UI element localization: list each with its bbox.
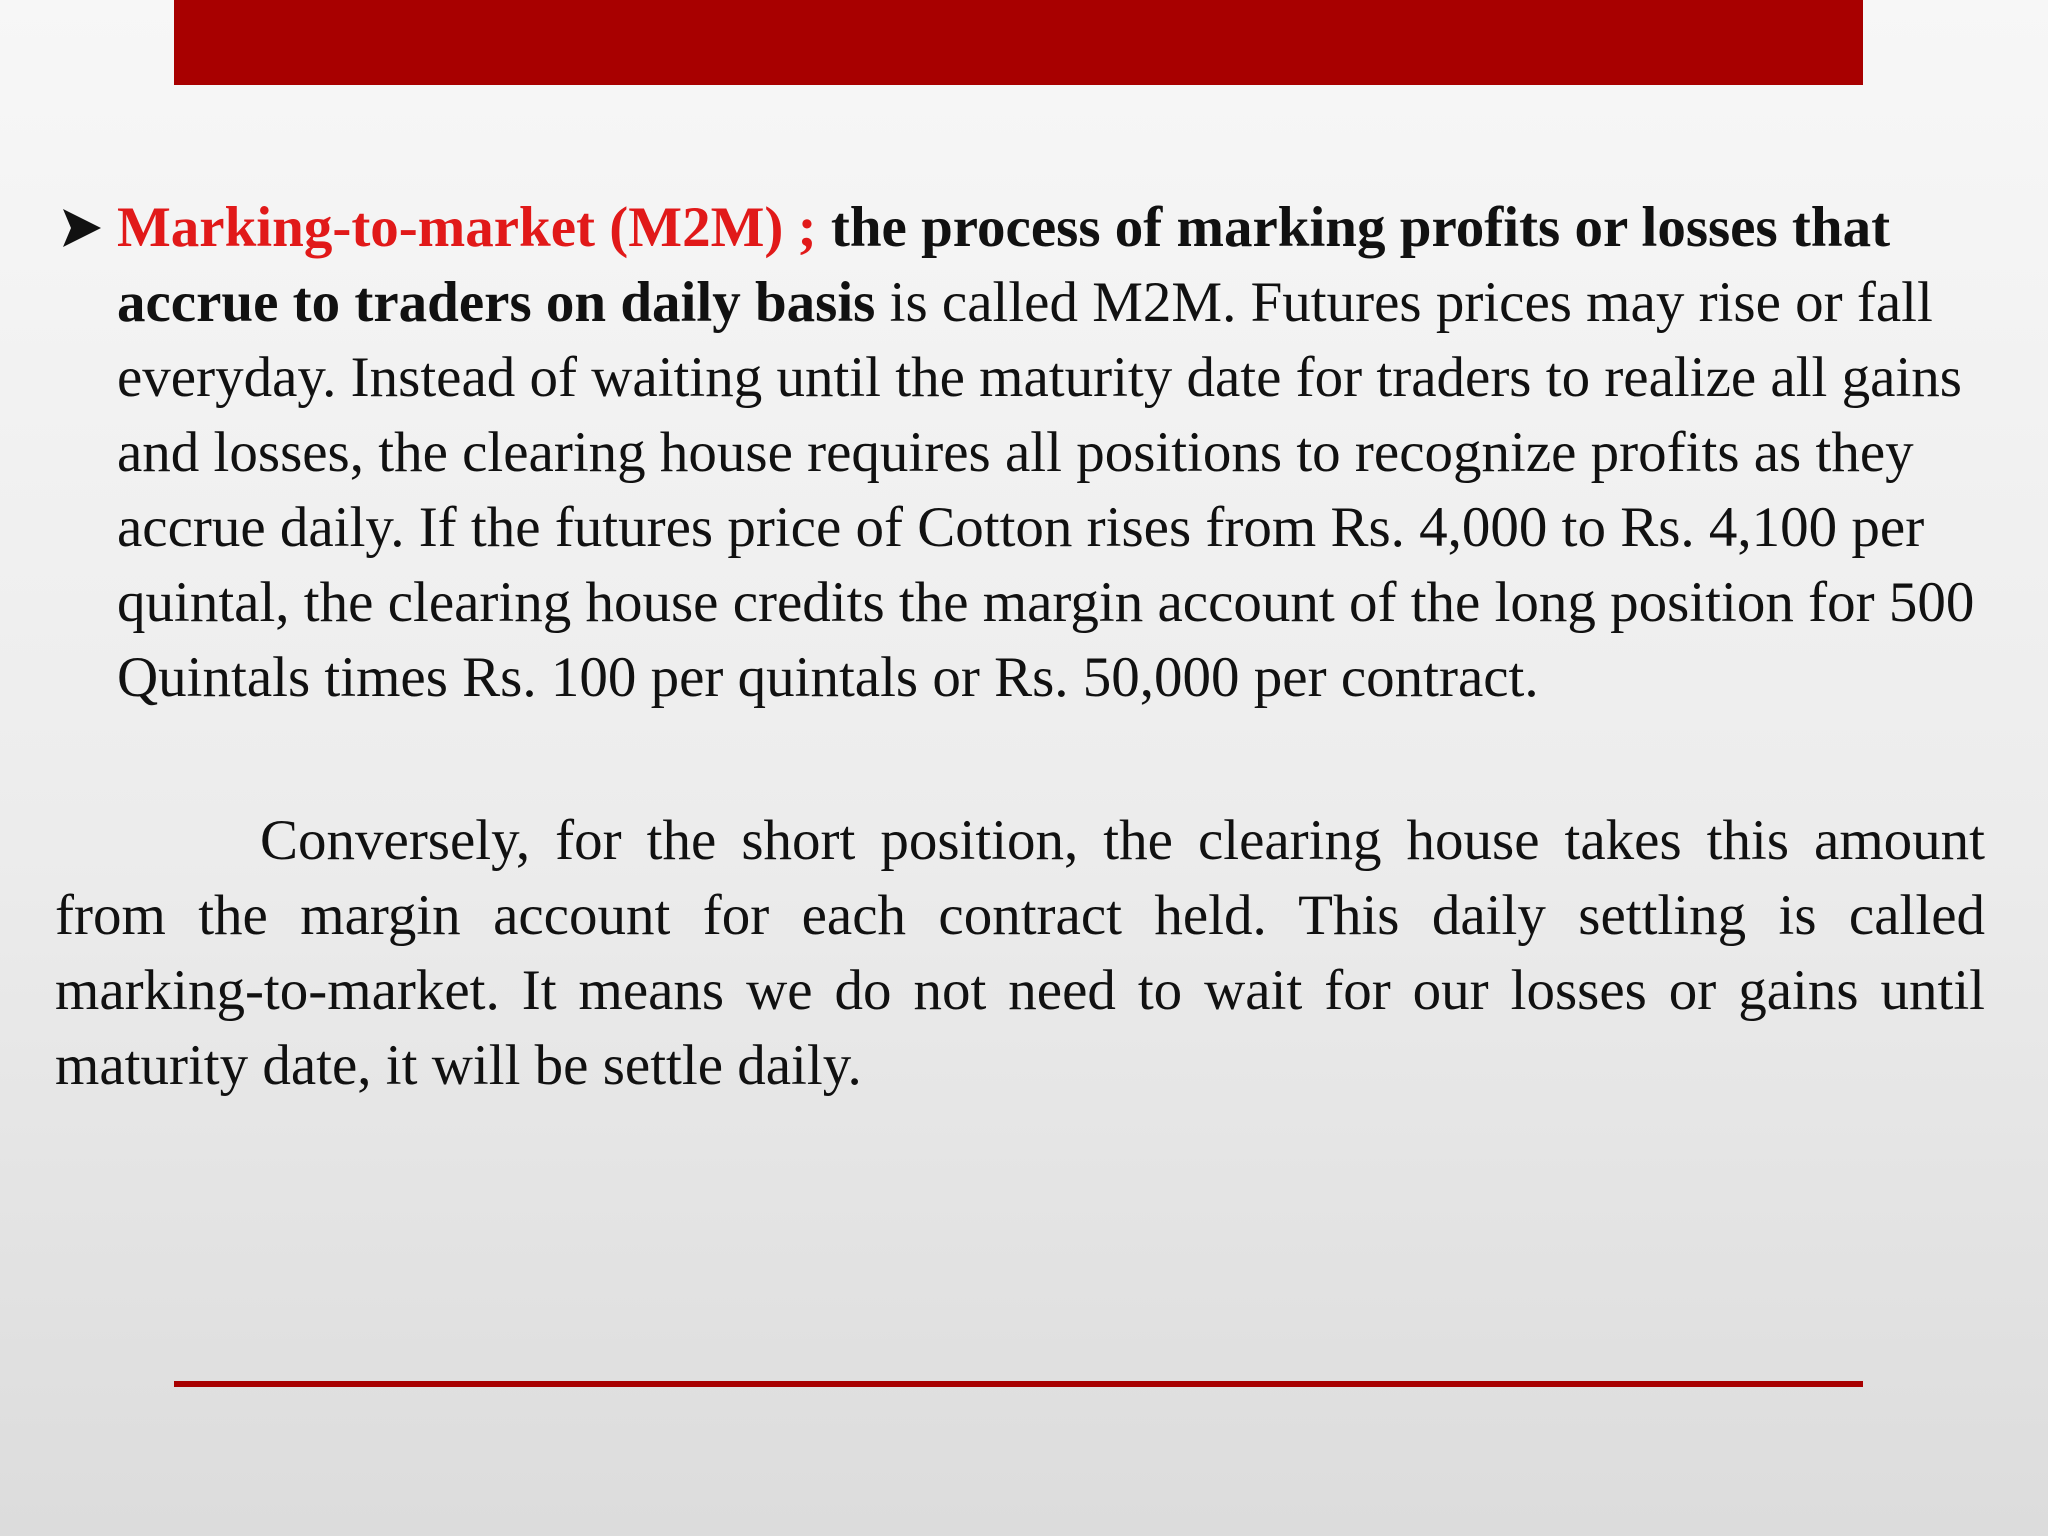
bullet-text xyxy=(117,190,2017,715)
bullet-point xyxy=(57,190,1977,715)
term-definition: the process of marking profits or losses that accrue to traders on daily basis xyxy=(117,196,1891,334)
term-heading: Marking-to-market (M2M) ; xyxy=(117,196,817,259)
bullet-body: is called M2M. Futures prices may rise or fall everyday. Instead of waiting until the maturity date for traders to realize all gains and losses, the clearing house requires all positions to recognize profits as they accrue daily. If the futures price of Cotton rises from Rs. 4,000 to Rs. 4,100 per quintal, the clearing house credits the margin account of the long position for 500 Quintals times Rs. 100 per quintals or Rs. 50,000 per contract. xyxy=(117,271,1975,709)
header-accent-bar xyxy=(174,0,1863,85)
footer-rule xyxy=(174,1381,1863,1387)
arrowhead-bullet-icon xyxy=(57,190,107,265)
body-paragraph: Conversely, for the short position, the clearing house takes this amount from the margin account for each contract held. This daily settling is called marking-to-market. It means we do not need to wait for our losses or gains until maturity date, it will be settle daily. xyxy=(55,809,1985,1097)
